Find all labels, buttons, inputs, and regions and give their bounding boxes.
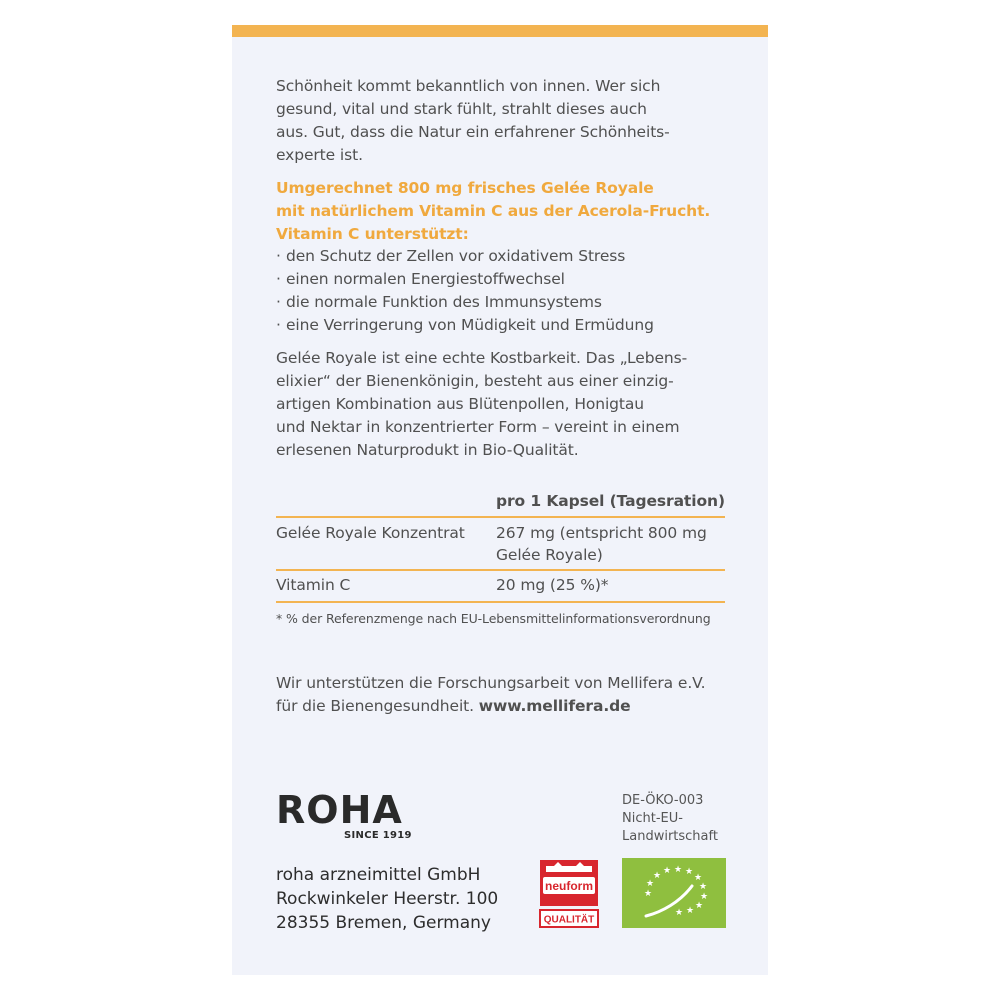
neuform-word: neuform (545, 879, 593, 893)
list-item (276, 245, 736, 268)
list-item-text: einen normalen Energiestoffwechsel (286, 270, 565, 288)
list-item-text: den Schutz der Zellen vor oxidativem Stress (286, 247, 626, 265)
nutrient-value-line: 267 mg (entspricht 800 mg (496, 524, 707, 542)
logo-wordmark: ROHA (276, 788, 403, 832)
neuform-seal-icon (538, 858, 600, 929)
royale-line: artigen Kombination aus Blütenpollen, Honigtau (276, 395, 645, 413)
roha-logo (276, 788, 426, 841)
bullet-dot: · (276, 316, 281, 334)
organic-certification (622, 792, 718, 846)
logo-since: SINCE 1919 (344, 830, 412, 841)
list-item-text: die normale Funktion des Immunsystems (286, 293, 602, 311)
intro-paragraph (276, 75, 736, 167)
cert-line: DE-ÖKO-003 (622, 793, 704, 808)
bullet-dot: · (276, 293, 281, 311)
intro-line: gesund, vital und stark fühlt, strahlt dieses auch (276, 100, 647, 118)
table-rule (276, 569, 725, 571)
royale-line: erlesenen Naturprodukt in Bio-Qualität. (276, 441, 579, 459)
support-paragraph (276, 672, 736, 718)
eu-star: ★ (653, 871, 662, 881)
intro-line: Schönheit kommt bekanntlich von innen. Wer sich (276, 77, 661, 95)
eu-star: ★ (644, 889, 653, 899)
table-rule (276, 516, 725, 518)
mellifera-link[interactable]: www.mellifera.de (478, 697, 631, 715)
royale-line: und Nektar in konzentrierter Form – vereint in einem (276, 418, 680, 436)
highlight-line: Umgerechnet 800 mg frisches Gelée Royale (276, 179, 654, 197)
bullet-dot: · (276, 270, 281, 288)
eu-star: ★ (695, 901, 704, 911)
address-line: Rockwinkeler Heerstr. 100 (276, 889, 499, 909)
list-item (276, 268, 736, 291)
list-item (276, 314, 736, 337)
nutrient-value-line: Gelée Royale) (496, 546, 603, 564)
royale-line: Gelée Royale ist eine echte Kostbarkeit. Das „Lebens- (276, 349, 688, 367)
footnote: * % der Referenzmenge nach EU-Lebensmittelinformationsverordnung (276, 611, 711, 626)
eu-star: ★ (700, 892, 709, 902)
royale-line: elixier“ der Bienenkönigin, besteht aus einer einzig- (276, 372, 674, 390)
eu-star: ★ (674, 865, 683, 875)
nutrient-name: Vitamin C (276, 576, 351, 594)
nutrient-value: 20 mg (25 %)* (496, 576, 609, 594)
list-item-text: eine Verringerung von Müdigkeit und Ermüdung (286, 316, 654, 334)
address-line: 28355 Bremen, Germany (276, 913, 491, 933)
eu-organic-leaf-icon (622, 858, 726, 928)
eu-star: ★ (675, 908, 684, 918)
support-line: Wir unterstützen die Forschungsarbeit von Mellifera e.V. (276, 674, 706, 692)
bullet-dot: · (276, 247, 281, 265)
intro-line: aus. Gut, dass die Natur ein erfahrener Schönheits- (276, 123, 670, 141)
nutrient-name: Gelée Royale Konzentrat (276, 524, 465, 542)
royale-paragraph (276, 347, 736, 462)
company-address (276, 863, 498, 935)
eu-star: ★ (646, 879, 655, 889)
highlight-paragraph (276, 177, 736, 246)
highlight-line: Vitamin C unterstützt: (276, 225, 469, 243)
benefit-list (276, 245, 736, 337)
table-rule (276, 601, 725, 603)
eu-star: ★ (694, 873, 703, 883)
list-item (276, 291, 736, 314)
nutrition-header: pro 1 Kapsel (Tagesration) (496, 492, 725, 510)
eu-star: ★ (663, 866, 672, 876)
support-line: für die Bienengesundheit. (276, 697, 479, 715)
address-line: roha arzneimittel GmbH (276, 865, 481, 885)
eu-star: ★ (685, 867, 694, 877)
cert-line: Landwirtschaft (622, 829, 718, 844)
eu-star: ★ (699, 882, 708, 892)
neuform-label: QUALITÄT (543, 914, 595, 926)
highlight-line: mit natürlichem Vitamin C aus der Acerola-Frucht. (276, 202, 711, 220)
cert-line: Nicht-EU- (622, 811, 683, 826)
nutrient-value (496, 522, 736, 566)
intro-line: experte ist. (276, 146, 363, 164)
eu-star: ★ (686, 906, 695, 916)
top-accent-strip (232, 25, 768, 37)
